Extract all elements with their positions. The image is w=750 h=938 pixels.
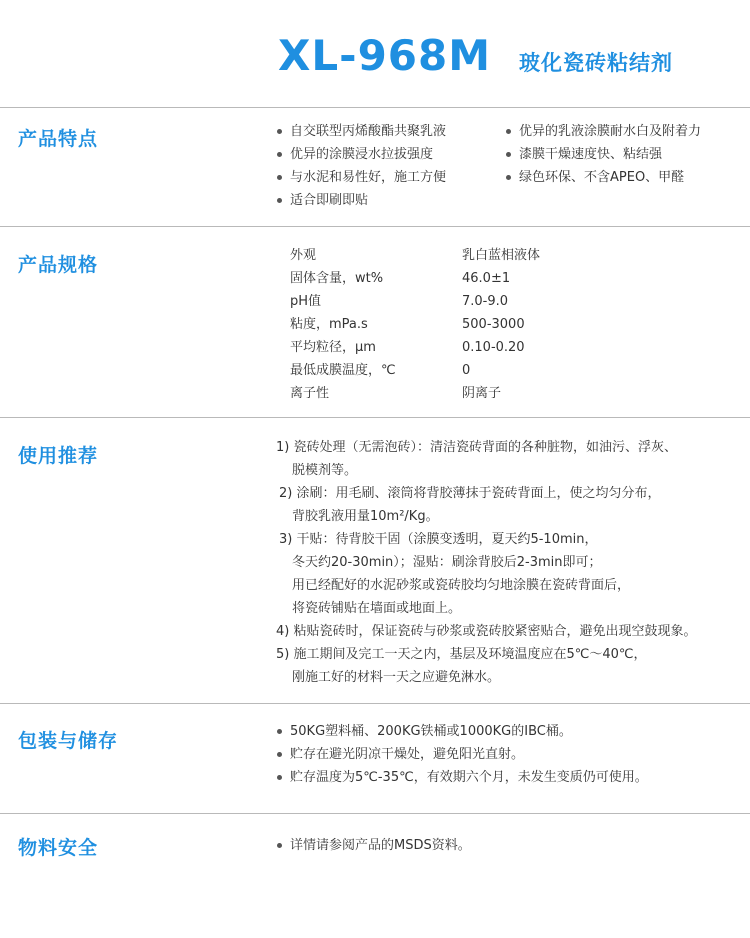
spec-label: 离子性 bbox=[290, 386, 330, 401]
specs-table bbox=[290, 244, 540, 405]
usage-line: 脱模剂等。 bbox=[292, 463, 358, 478]
feature-item: 漆膜干燥速度快、粘结强 bbox=[505, 143, 701, 166]
divider bbox=[0, 107, 750, 108]
spec-value: 500-3000 bbox=[462, 317, 525, 332]
bullet-icon bbox=[277, 152, 282, 157]
section-title-usage: 使用推荐 bbox=[18, 445, 99, 467]
usage-line: 冬天约20-30min）；湿贴：刷涂背胶后2-3min即可； bbox=[292, 555, 602, 570]
divider bbox=[0, 226, 750, 227]
features-right-list bbox=[505, 120, 701, 189]
bullet-icon bbox=[506, 152, 511, 157]
spec-label: 粘度，mPa.s bbox=[290, 317, 368, 332]
bullet-icon bbox=[277, 843, 282, 848]
bullet-icon bbox=[277, 198, 282, 203]
feature-item: 优异的涂膜浸水拉拔强度 bbox=[276, 143, 446, 166]
feature-item: 自交联型丙烯酸酯共聚乳液 bbox=[276, 120, 446, 143]
bullet-icon bbox=[277, 752, 282, 757]
usage-line: 背胶乳液用量10m²/Kg。 bbox=[292, 509, 439, 524]
section-title-features: 产品特点 bbox=[18, 128, 99, 150]
bullet-icon bbox=[277, 175, 282, 180]
spec-label: pH值 bbox=[290, 294, 322, 309]
usage-line: 5) 施工期间及完工一天之内，基层及环境温度应在5℃～40℃， bbox=[276, 647, 647, 662]
feature-item: 绿色环保、不含APEO、甲醛 bbox=[505, 166, 701, 189]
product-name: 玻化瓷砖粘结剂 bbox=[519, 51, 674, 75]
packaging-item: 贮存温度为5℃-35℃，有效期六个月，未发生变质仍可使用。 bbox=[276, 766, 648, 789]
spec-label: 外观 bbox=[290, 248, 317, 263]
spec-row bbox=[290, 382, 540, 405]
usage-line: 4) 粘贴瓷砖时，保证瓷砖与砂浆或瓷砖胶紧密贴合，避免出现空鼓现象。 bbox=[276, 624, 697, 639]
section-title-safety: 物料安全 bbox=[18, 837, 99, 859]
section-title-specs: 产品规格 bbox=[18, 254, 99, 276]
divider bbox=[0, 417, 750, 418]
spec-row bbox=[290, 267, 540, 290]
divider bbox=[0, 813, 750, 814]
bullet-icon bbox=[277, 129, 282, 134]
packaging-item: 50KG塑料桶、200KG铁桶或1000KG的IBC桶。 bbox=[276, 720, 648, 743]
spec-value: 0 bbox=[462, 363, 471, 378]
usage-line: 用已经配好的水泥砂浆或瓷砖胶均匀地涂膜在瓷砖背面后， bbox=[292, 578, 631, 593]
spec-row bbox=[290, 359, 540, 382]
packaging-item: 贮存在避光阴凉干燥处，避免阳光直射。 bbox=[276, 743, 648, 766]
spec-value: 46.0±1 bbox=[462, 271, 511, 286]
spec-label: 最低成膜温度，℃ bbox=[290, 363, 396, 378]
bullet-icon bbox=[506, 175, 511, 180]
usage-line: 刚施工好的材料一天之应避免淋水。 bbox=[292, 670, 501, 685]
spec-row bbox=[290, 290, 540, 313]
spec-value: 乳白蓝相液体 bbox=[462, 248, 541, 263]
feature-item: 优异的乳液涂膜耐水白及附着力 bbox=[505, 120, 701, 143]
spec-row bbox=[290, 336, 540, 359]
usage-line: 1) 瓷砖处理（无需泡砖）：清洁瓷砖背面的各种脏物，如油污、浮灰、 bbox=[276, 440, 677, 455]
spec-label: 平均粒径，μm bbox=[290, 340, 376, 355]
safety-list bbox=[276, 834, 471, 857]
spec-value: 阴离子 bbox=[462, 386, 502, 401]
bullet-icon bbox=[277, 775, 282, 780]
spec-value: 7.0-9.0 bbox=[462, 294, 509, 309]
bullet-icon bbox=[506, 129, 511, 134]
features-left-list bbox=[276, 120, 446, 212]
spec-label: 固体含量，wt% bbox=[290, 271, 384, 286]
feature-item: 与水泥和易性好，施工方便 bbox=[276, 166, 446, 189]
header bbox=[278, 28, 673, 88]
usage-line: 3) 干贴：待背胶干固（涂膜变透明，夏天约5-10min， bbox=[279, 532, 598, 547]
product-model: XL-968M bbox=[278, 31, 492, 80]
usage-instructions bbox=[0, 436, 750, 689]
packaging-list bbox=[276, 720, 648, 789]
feature-item: 适合即刷即贴 bbox=[276, 189, 446, 212]
spec-row bbox=[290, 313, 540, 336]
section-title-packaging: 包装与储存 bbox=[18, 730, 119, 752]
safety-item: 详情请参阅产品的MSDS资料。 bbox=[276, 834, 471, 857]
spec-row bbox=[290, 244, 540, 267]
spec-value: 0.10-0.20 bbox=[462, 340, 525, 355]
divider bbox=[0, 703, 750, 704]
usage-line: 将瓷砖铺贴在墙面或地面上。 bbox=[292, 601, 462, 616]
bullet-icon bbox=[277, 729, 282, 734]
usage-line: 2) 涂刷：用毛刷、滚筒将背胶薄抹于瓷砖背面上，使之均匀分布， bbox=[279, 486, 661, 501]
